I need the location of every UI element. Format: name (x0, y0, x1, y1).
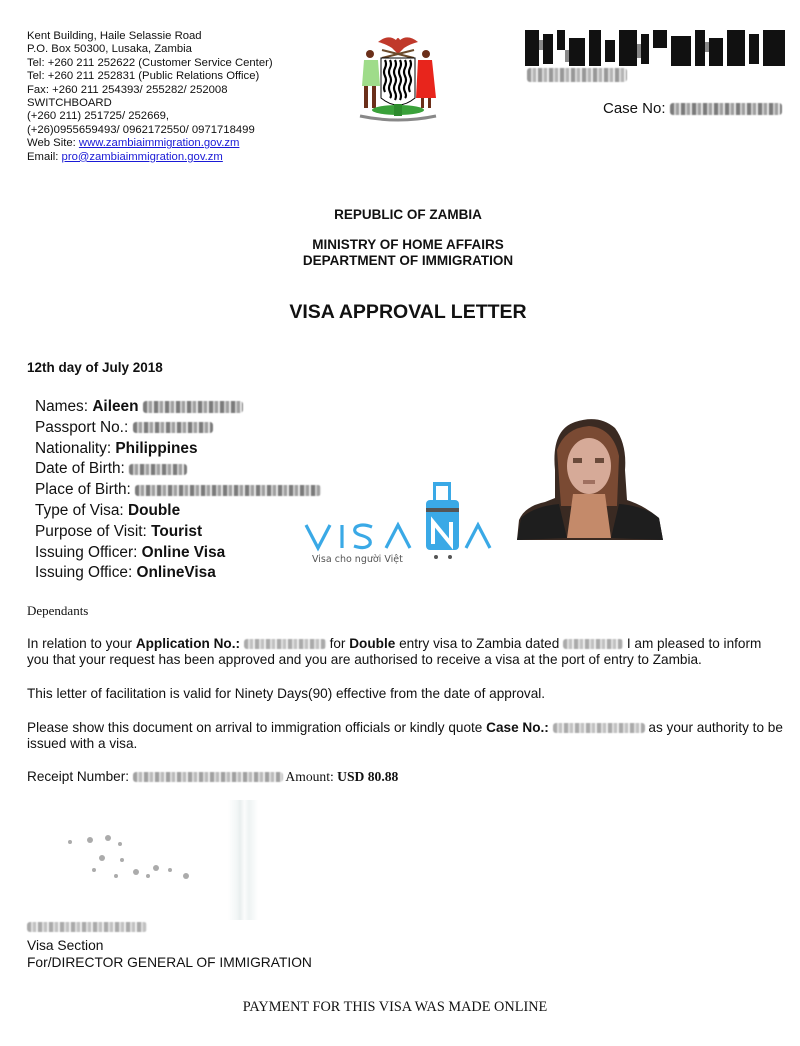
field-label: Purpose of Visit: (35, 522, 152, 540)
case-no-redacted (670, 103, 782, 115)
email-link[interactable]: pro@zambiaimmigration.gov.zm (61, 150, 223, 163)
case-no-label: Case No: (603, 100, 666, 117)
field-purpose (35, 522, 321, 543)
ministry-heading (0, 237, 800, 269)
logo-tagline: Visa cho người Việt (312, 554, 403, 565)
field-nationality (35, 439, 321, 460)
field-label: Issuing Officer: (35, 543, 142, 561)
address-line: (+260 211) 251725/ 252669, (27, 110, 170, 123)
field-label: Type of Visa: (35, 501, 128, 519)
director-line: For/DIRECTOR GENERAL OF IMMIGRATION (27, 955, 312, 970)
text: In relation to your (27, 636, 136, 651)
field-office (35, 563, 321, 584)
application-date-redacted (563, 639, 623, 649)
field-pob (35, 480, 321, 501)
field-officer (35, 543, 321, 564)
field-value: Aileen (92, 398, 139, 415)
address-block (27, 30, 287, 164)
field-label: Issuing Office: (35, 564, 137, 582)
signature-block (27, 937, 312, 971)
signature-redacted (60, 830, 220, 890)
email-label: Email: (27, 150, 62, 163)
field-value: Online Visa (141, 543, 226, 561)
field-label: Passport No.: (35, 418, 133, 436)
receipt-label: Receipt Number: (27, 769, 133, 784)
redacted-value (143, 401, 243, 413)
republic-heading: REPUBLIC OF ZAMBIA (334, 207, 482, 222)
redacted-value (135, 485, 321, 496)
payment-footer: PAYMENT FOR THIS VISA WAS MADE ONLINE (242, 999, 548, 1015)
text: I am pleased to inform you that your request has been approved and you are authorised to receive a visa at the port of entry to Zambia. (27, 636, 762, 667)
address-line: Fax: +260 211 254393/ 255282/ 252008 (27, 83, 228, 96)
application-no-redacted (244, 639, 326, 649)
field-value: Tourist (151, 522, 203, 540)
amount-label: Amount: (282, 769, 338, 784)
coat-of-arms-icon (348, 28, 448, 128)
website-label: Web Site: (27, 137, 79, 150)
text: for (325, 636, 350, 651)
letter-date: 12th day of July 2018 (27, 360, 163, 375)
field-dob (35, 459, 321, 480)
address-line: Tel: +260 211 252622 (Customer Service Center) (27, 56, 273, 69)
field-visa-type (35, 501, 321, 522)
applicant-photo (515, 410, 665, 540)
instructions-paragraph (27, 720, 787, 752)
website-line (27, 137, 287, 150)
page-title: VISA APPROVAL LETTER (289, 301, 527, 323)
department-line: DEPARTMENT OF IMMIGRATION (302, 253, 514, 268)
address-line: Tel: +260 211 252831 (Public Relations Office) (27, 70, 260, 83)
field-label: Place of Birth: (35, 481, 136, 499)
applicant-details (35, 397, 321, 584)
case-number (603, 100, 782, 117)
case-no-redacted (553, 723, 645, 733)
receipt-line (27, 769, 787, 785)
text: as your authority to be issued with a visa. (27, 720, 783, 751)
application-no-label: Application No.: (135, 636, 241, 651)
field-names (35, 397, 321, 418)
visa-section-label: Visa Section (27, 938, 104, 953)
field-value: Double (127, 501, 181, 519)
email-line (27, 151, 287, 164)
dependants-label: Dependants (27, 603, 89, 618)
validity-paragraph: This letter of facilitation is valid for Ninety Days(90) effective from the date of approval. (27, 686, 546, 701)
field-label: Date of Birth: (35, 460, 130, 478)
field-label: Names: (35, 398, 93, 415)
redacted-value (133, 422, 213, 433)
address-line: P.O. Box 50300, Lusaka, Zambia (27, 43, 192, 56)
amount-value: USD 80.88 (337, 769, 399, 784)
address-line: Kent Building, Haile Selassie Road (27, 30, 202, 42)
field-label: Nationality: (35, 439, 116, 457)
visana-watermark-logo (300, 480, 500, 570)
ministry-line: MINISTRY OF HOME AFFAIRS (312, 237, 504, 252)
barcode-number-redacted (527, 68, 627, 82)
barcode (525, 30, 785, 66)
field-passport (35, 418, 321, 439)
visa-type-value: Double (349, 636, 396, 651)
scan-artifact (228, 800, 258, 920)
redacted-value (129, 464, 187, 475)
receipt-number-redacted (133, 772, 283, 782)
case-no-label: Case No.: (486, 720, 549, 735)
field-value: OnlineVisa (136, 564, 216, 582)
field-value: Philippines (115, 439, 198, 457)
website-link[interactable]: www.zambiaimmigration.gov.zm (78, 137, 240, 150)
officer-name-redacted (27, 922, 147, 932)
address-line: (+26)0955659493/ 0962172550/ 0971718499 (27, 123, 255, 136)
approval-paragraph (27, 636, 787, 668)
text: Please show this document on arrival to immigration officials or kindly quote (27, 720, 487, 735)
text: entry visa to Zambia dated (395, 636, 564, 651)
address-line: SWITCHBOARD (27, 97, 112, 110)
